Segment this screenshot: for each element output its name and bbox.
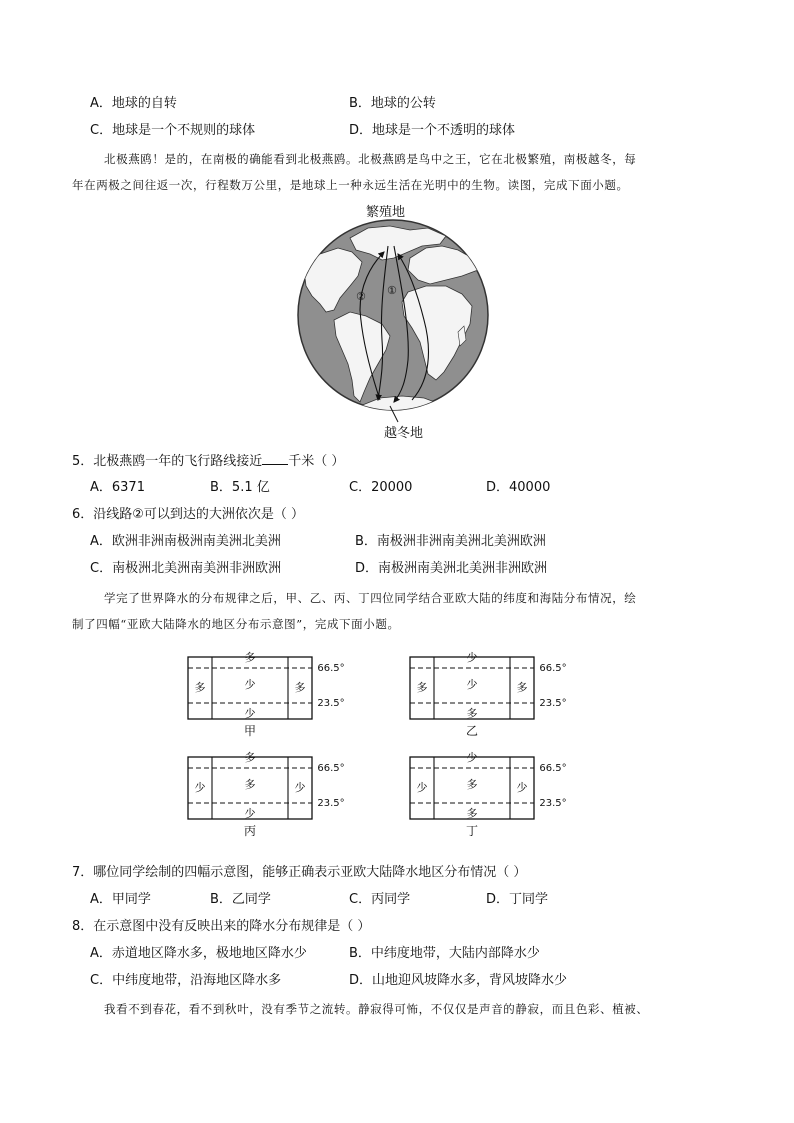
region-interior-label: 少 bbox=[466, 678, 478, 691]
prev-option-d: D．地球是一个不透明的球体 bbox=[349, 123, 516, 138]
question-8-option-a: A．赤道地区降水多，极地地区降水少 bbox=[90, 946, 307, 961]
passage2-line1: 学完了世界降水的分布规律之后，甲、乙、丙、丁四位同学结合亚欧大陆的纬度和海陆分布情况，绘 bbox=[104, 591, 637, 605]
question-5-option-d: D．40000 bbox=[486, 480, 551, 495]
region-north-label: 少 bbox=[466, 751, 478, 764]
diagram-caption: 丁 bbox=[465, 824, 479, 838]
precipitation-diagrams bbox=[180, 645, 600, 850]
passage1-line1: 北极燕鸥！是的，在南极的确能看到北极燕鸥。北极燕鸥是鸟中之王，它在北极繁殖，南极越冬，每 bbox=[104, 152, 637, 166]
region-north-label: 多 bbox=[244, 651, 256, 664]
prev-option-c: C．地球是一个不规则的球体 bbox=[90, 123, 256, 138]
route-1-label: ① bbox=[387, 284, 397, 297]
region-interior-label: 多 bbox=[466, 778, 478, 791]
latitude-66-label: 66.5° bbox=[539, 763, 567, 774]
latitude-66-label: 66.5° bbox=[317, 663, 345, 674]
latitude-23-label: 23.5° bbox=[539, 798, 567, 809]
latitude-23-label: 23.5° bbox=[317, 798, 345, 809]
region-interior-label: 少 bbox=[244, 678, 256, 691]
latitude-23-label: 23.5° bbox=[317, 698, 345, 709]
question-7-option-a: A．甲同学 bbox=[90, 892, 151, 907]
question-8-option-c: C．中纬度地带，沿海地区降水多 bbox=[90, 973, 282, 988]
question-5-stem bbox=[72, 452, 344, 471]
region-west-label: 多 bbox=[416, 681, 428, 694]
prev-option-a: A．地球的自转 bbox=[90, 96, 177, 111]
passage2-line2: 制了四幅“亚欧大陆降水的地区分布示意图”，完成下面小题。 bbox=[72, 617, 400, 631]
question-5-stem-after: 千米（ ） bbox=[288, 454, 345, 469]
question-5-option-c: C．20000 bbox=[349, 480, 413, 495]
breeding-ground-label: 繁殖地 bbox=[366, 205, 406, 220]
question-6-option-d: D．南极洲南美洲北美洲非洲欧洲 bbox=[355, 561, 548, 576]
question-7-option-b: B．乙同学 bbox=[210, 892, 271, 907]
globe-figure bbox=[290, 200, 500, 440]
question-5-option-b: B．5.1 亿 bbox=[210, 480, 270, 495]
question-8-option-b: B．中纬度地带，大陆内部降水少 bbox=[349, 946, 540, 961]
region-west-label: 少 bbox=[416, 781, 428, 794]
question-5-option-a: A．6371 bbox=[90, 480, 145, 495]
question-6-option-c: C．南极洲北美洲南美洲非洲欧洲 bbox=[90, 561, 282, 576]
question-7-option-c: C．丙同学 bbox=[349, 892, 411, 907]
diagram-caption: 乙 bbox=[465, 724, 479, 738]
question-6-option-b: B．南极洲非洲南美洲北美洲欧洲 bbox=[355, 534, 546, 549]
prev-option-b: B．地球的公转 bbox=[349, 96, 436, 111]
question-6-stem: 6．沿线路②可以到达的大洲依次是（ ） bbox=[72, 507, 305, 522]
question-8-option-d: D．山地迎风坡降水多，背风坡降水少 bbox=[349, 973, 568, 988]
question-7-stem: 7．哪位同学绘制的四幅示意图，能够正确表示亚欧大陆降水地区分布情况（ ） bbox=[72, 865, 527, 880]
question-5-stem-before: 5．北极燕鸥一年的飞行路线接近 bbox=[72, 454, 263, 469]
region-east-label: 多 bbox=[294, 681, 306, 694]
diagram-caption: 甲 bbox=[243, 724, 257, 738]
region-west-label: 少 bbox=[194, 781, 206, 794]
latitude-23-label: 23.5° bbox=[539, 698, 567, 709]
region-south-label: 多 bbox=[466, 707, 478, 720]
region-west-label: 多 bbox=[194, 681, 206, 694]
wintering-ground-label: 越冬地 bbox=[384, 426, 424, 440]
region-east-label: 多 bbox=[516, 681, 528, 694]
region-interior-label: 多 bbox=[244, 778, 256, 791]
region-north-label: 少 bbox=[466, 651, 478, 664]
latitude-66-label: 66.5° bbox=[317, 763, 345, 774]
question-6-option-a: A．欧洲非洲南极洲南美洲北美洲 bbox=[90, 534, 281, 549]
region-south-label: 少 bbox=[244, 807, 256, 820]
region-east-label: 少 bbox=[516, 781, 528, 794]
region-south-label: 多 bbox=[466, 807, 478, 820]
region-east-label: 少 bbox=[294, 781, 306, 794]
answer-blank bbox=[262, 452, 288, 465]
region-north-label: 多 bbox=[244, 751, 256, 764]
passage1-line2: 年在两极之间往返一次，行程数万公里，是地球上一种永远生活在光明中的生物。读图，完成下面小题。 bbox=[72, 178, 629, 192]
route-2-label: ② bbox=[356, 290, 366, 303]
question-7-option-d: D．丁同学 bbox=[486, 892, 549, 907]
question-8-stem: 8．在示意图中没有反映出来的降水分布规律是（ ） bbox=[72, 919, 371, 934]
region-south-label: 少 bbox=[244, 707, 256, 720]
passage3-line1: 我看不到春花，看不到秋叶，没有季节之流转。静寂得可怖，不仅仅是声音的静寂，而且色彩、植被、 bbox=[104, 1002, 649, 1016]
latitude-66-label: 66.5° bbox=[539, 663, 567, 674]
diagram-caption: 丙 bbox=[243, 824, 257, 838]
